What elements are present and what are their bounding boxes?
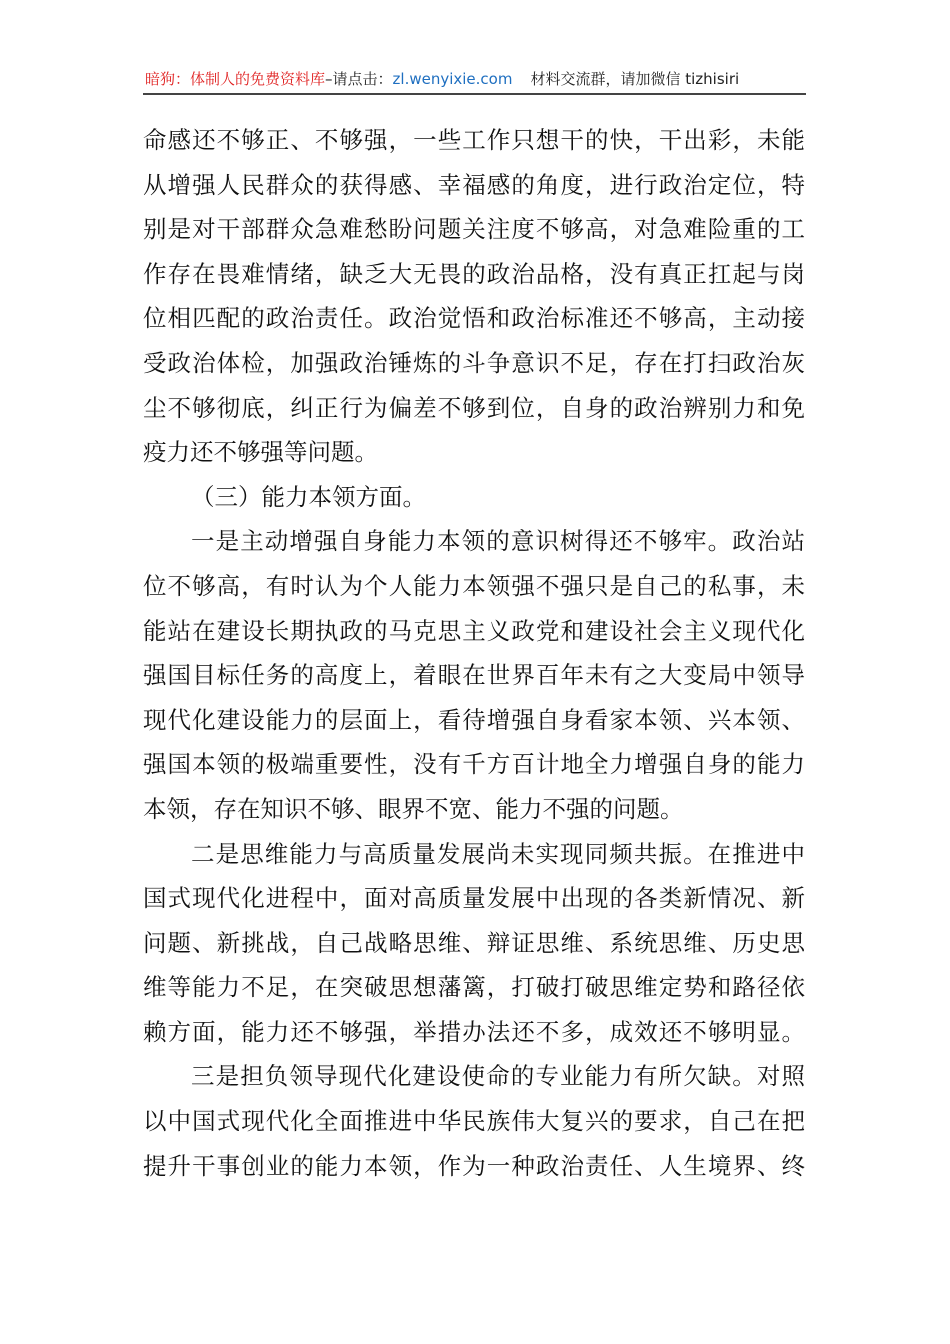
site-link[interactable]: zl.wenyixie.com [392,70,513,88]
site-name: 暗狗：体制人的免费资料库 [145,70,326,88]
text-line: 强国本领的极端重要性，没有千方百计地全力增强自身的能力 [143,750,805,779]
text-line: 位不够高，有时认为个人能力本领强不强只是自己的私事，未 [143,571,805,600]
text-line: 一是主动增强自身能力本领的意识树得还不够牢。政治站 [191,527,805,556]
text-line: 现代化建设能力的层面上，看待增强自身看家本领、兴本领、 [143,705,805,734]
page-header [145,68,805,89]
text-line: 问题、新挑战，自己战略思维、辩证思维、系统思维、历史思 [143,928,805,957]
text-line: 提升干事创业的能力本领，作为一种政治责任、人生境界、终 [143,1151,805,1180]
text-line: 维等能力不足，在突破思想藩篱，打破打破思维定势和路径依 [143,973,805,1002]
text-line: 从增强人民群众的获得感、幸福感的角度，进行政治定位，特 [143,170,805,199]
text-line: 二是思维能力与高质量发展尚未实现同频共振。在推进中 [191,839,805,868]
text-line: 强国目标任务的高度上，着眼在世界百年未有之大变局中领导 [143,661,805,690]
text-line: 赖方面，能力还不够强，举措办法还不多，成效还不够明显。 [143,1017,805,1046]
document-body [143,118,805,1188]
text-line: 别是对干部群众急难愁盼问题关注度不够高，对急难险重的工 [143,215,805,244]
text-line: 尘不够彻底，纠正行为偏差不够到位，自身的政治辨别力和免 [143,393,805,422]
text-line: 三是担负领导现代化建设使命的专业能力有所欠缺。对照 [191,1062,805,1091]
text-line: 受政治体检，加强政治锤炼的斗争意识不足，存在打扫政治灰 [143,348,805,377]
text-line: 能站在建设长期执政的马克思主义政党和建设社会主义现代化 [143,616,805,645]
text-line: 作存在畏难情绪，缺乏大无畏的政治品格，没有真正扛起与岗 [143,259,805,288]
click-prompt: –请点击： [325,70,393,88]
section-heading: （三）能力本领方面。 [191,482,426,511]
text-line: 命感还不够正、不够强，一些工作只想干的快，干出彩，未能 [143,126,805,154]
text-line: 位相匹配的政治责任。政治觉悟和政治标准还不够高，主动接 [143,304,805,333]
text-line: 以中国式现代化全面推进中华民族伟大复兴的要求，自己在把 [143,1107,805,1136]
text-line: 国式现代化进程中，面对高质量发展中出现的各类新情况、新 [143,884,805,913]
text-line: 疫力还不够强等问题。 [143,438,378,467]
header-divider [143,93,806,95]
text-line: 本领，存在知识不够、眼界不宽、能力不强的问题。 [143,794,684,823]
contact-info: 材料交流群，请加微信 tizhisiri [530,70,740,88]
